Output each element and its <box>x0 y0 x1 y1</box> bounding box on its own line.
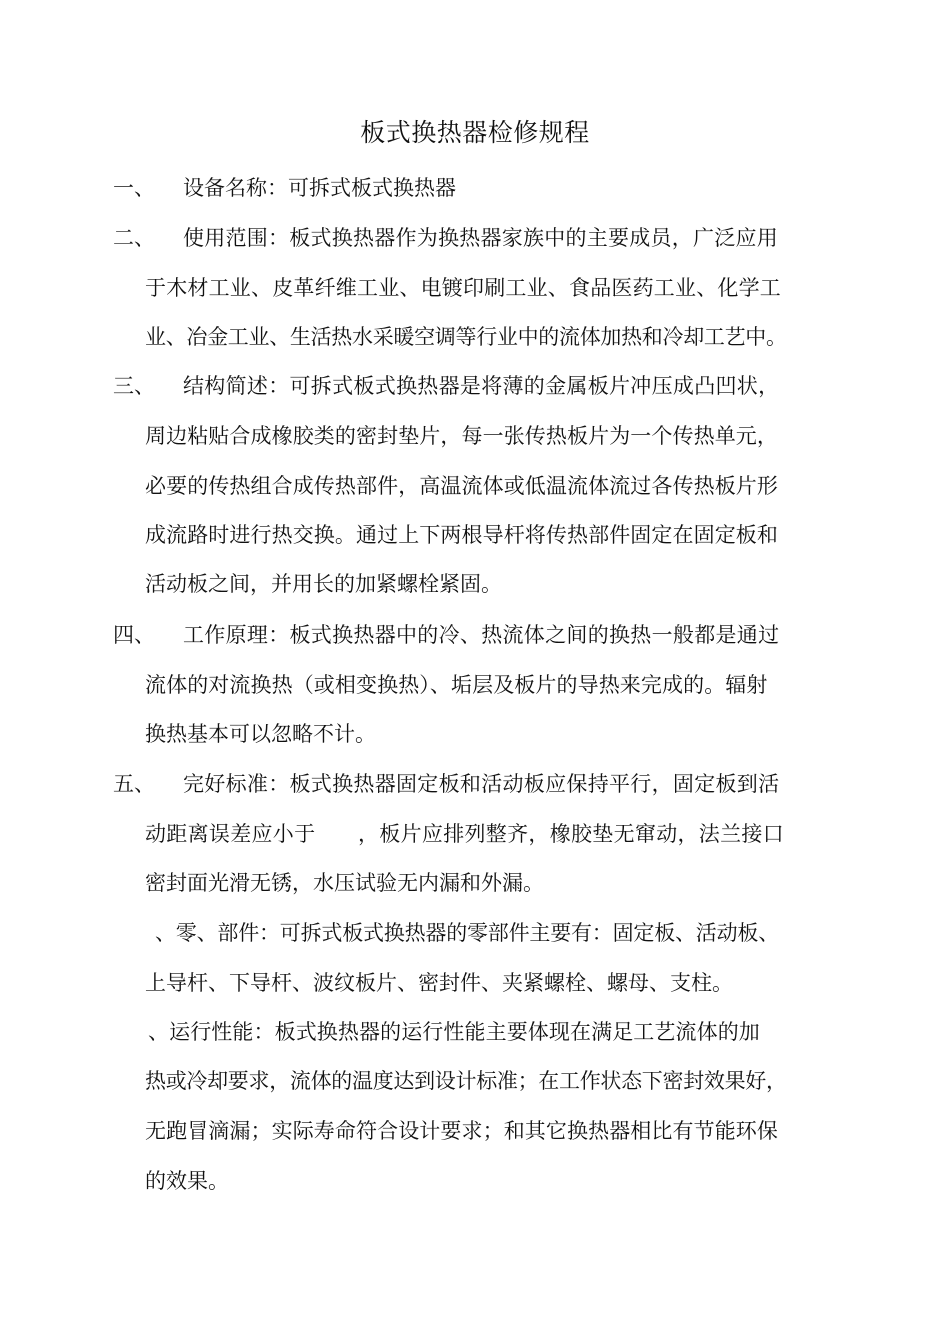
section-line: 的效果。 <box>145 1169 229 1193</box>
section-line: 流体的对流换热（或相变换热）、垢层及板片的导热来完成的。辐射 <box>145 673 768 697</box>
section-line: 工作原理：板式换热器中的冷、热流体之间的换热一般都是通过 <box>183 623 780 647</box>
section-number: 二、 <box>113 226 155 250</box>
section-line: 使用范围：板式换热器作为换热器家族中的主要成员，广泛应用 <box>183 226 778 250</box>
section-line: 完好标准：板式换热器固定板和活动板应保持平行，固定板到活 <box>183 772 780 796</box>
section-line: 必要的传热组合成传热部件，高温流体或低温流体流过各传热板片形 <box>145 474 778 498</box>
document-title: 板式换热器检修规程 <box>360 118 590 147</box>
section-line: 上导杆、下导杆、波纹板片、密封件、夹紧螺栓、螺母、支柱。 <box>145 971 733 995</box>
section-line: 、零、部件：可拆式板式换热器的零部件主要有：固定板、活动板、 <box>155 921 779 945</box>
section-line: 结构简述：可拆式板式换热器是将薄的金属板片冲压成凸凹状， <box>183 374 780 398</box>
section-number: 三、 <box>113 374 155 398</box>
section-line: 周边粘贴合成橡胶类的密封垫片，每一张传热板片为一个传热单元， <box>145 424 778 448</box>
section-line: 成流路时进行热交换。通过上下两根导杆将传热部件固定在固定板和 <box>145 523 778 547</box>
section-number: 一、 <box>113 176 155 200</box>
section-line: 热或冷却要求，流体的温度达到设计标准；在工作状态下密封效果好， <box>145 1069 787 1093</box>
section-number: 五、 <box>113 772 155 796</box>
section-line: 业、冶金工业、生活热水采暖空调等行业中的流体加热和冷却工艺中。 <box>145 325 787 349</box>
section-line: 动距离误差应小于 ，板片应排列整齐，橡胶垫无窜动，法兰接口 <box>145 822 784 846</box>
section-line: 密封面光滑无锈，水压试验无内漏和外漏。 <box>145 871 544 895</box>
section-line: 活动板之间，并用长的加紧螺栓紧固。 <box>145 572 502 596</box>
section-line: 无跑冒滴漏；实际寿命符合设计要求；和其它换热器相比有节能环保 <box>145 1119 778 1143</box>
section-number: 四、 <box>113 623 155 647</box>
section-line: 换热基本可以忽略不计。 <box>145 722 376 746</box>
section-line: 于木材工业、皮革纤维工业、电镀印刷工业、食品医药工业、化学工 <box>145 276 781 300</box>
section-line: 、运行性能：板式换热器的运行性能主要体现在满足工艺流体的加 <box>148 1020 760 1044</box>
section-line: 设备名称：可拆式板式换热器 <box>183 176 456 200</box>
